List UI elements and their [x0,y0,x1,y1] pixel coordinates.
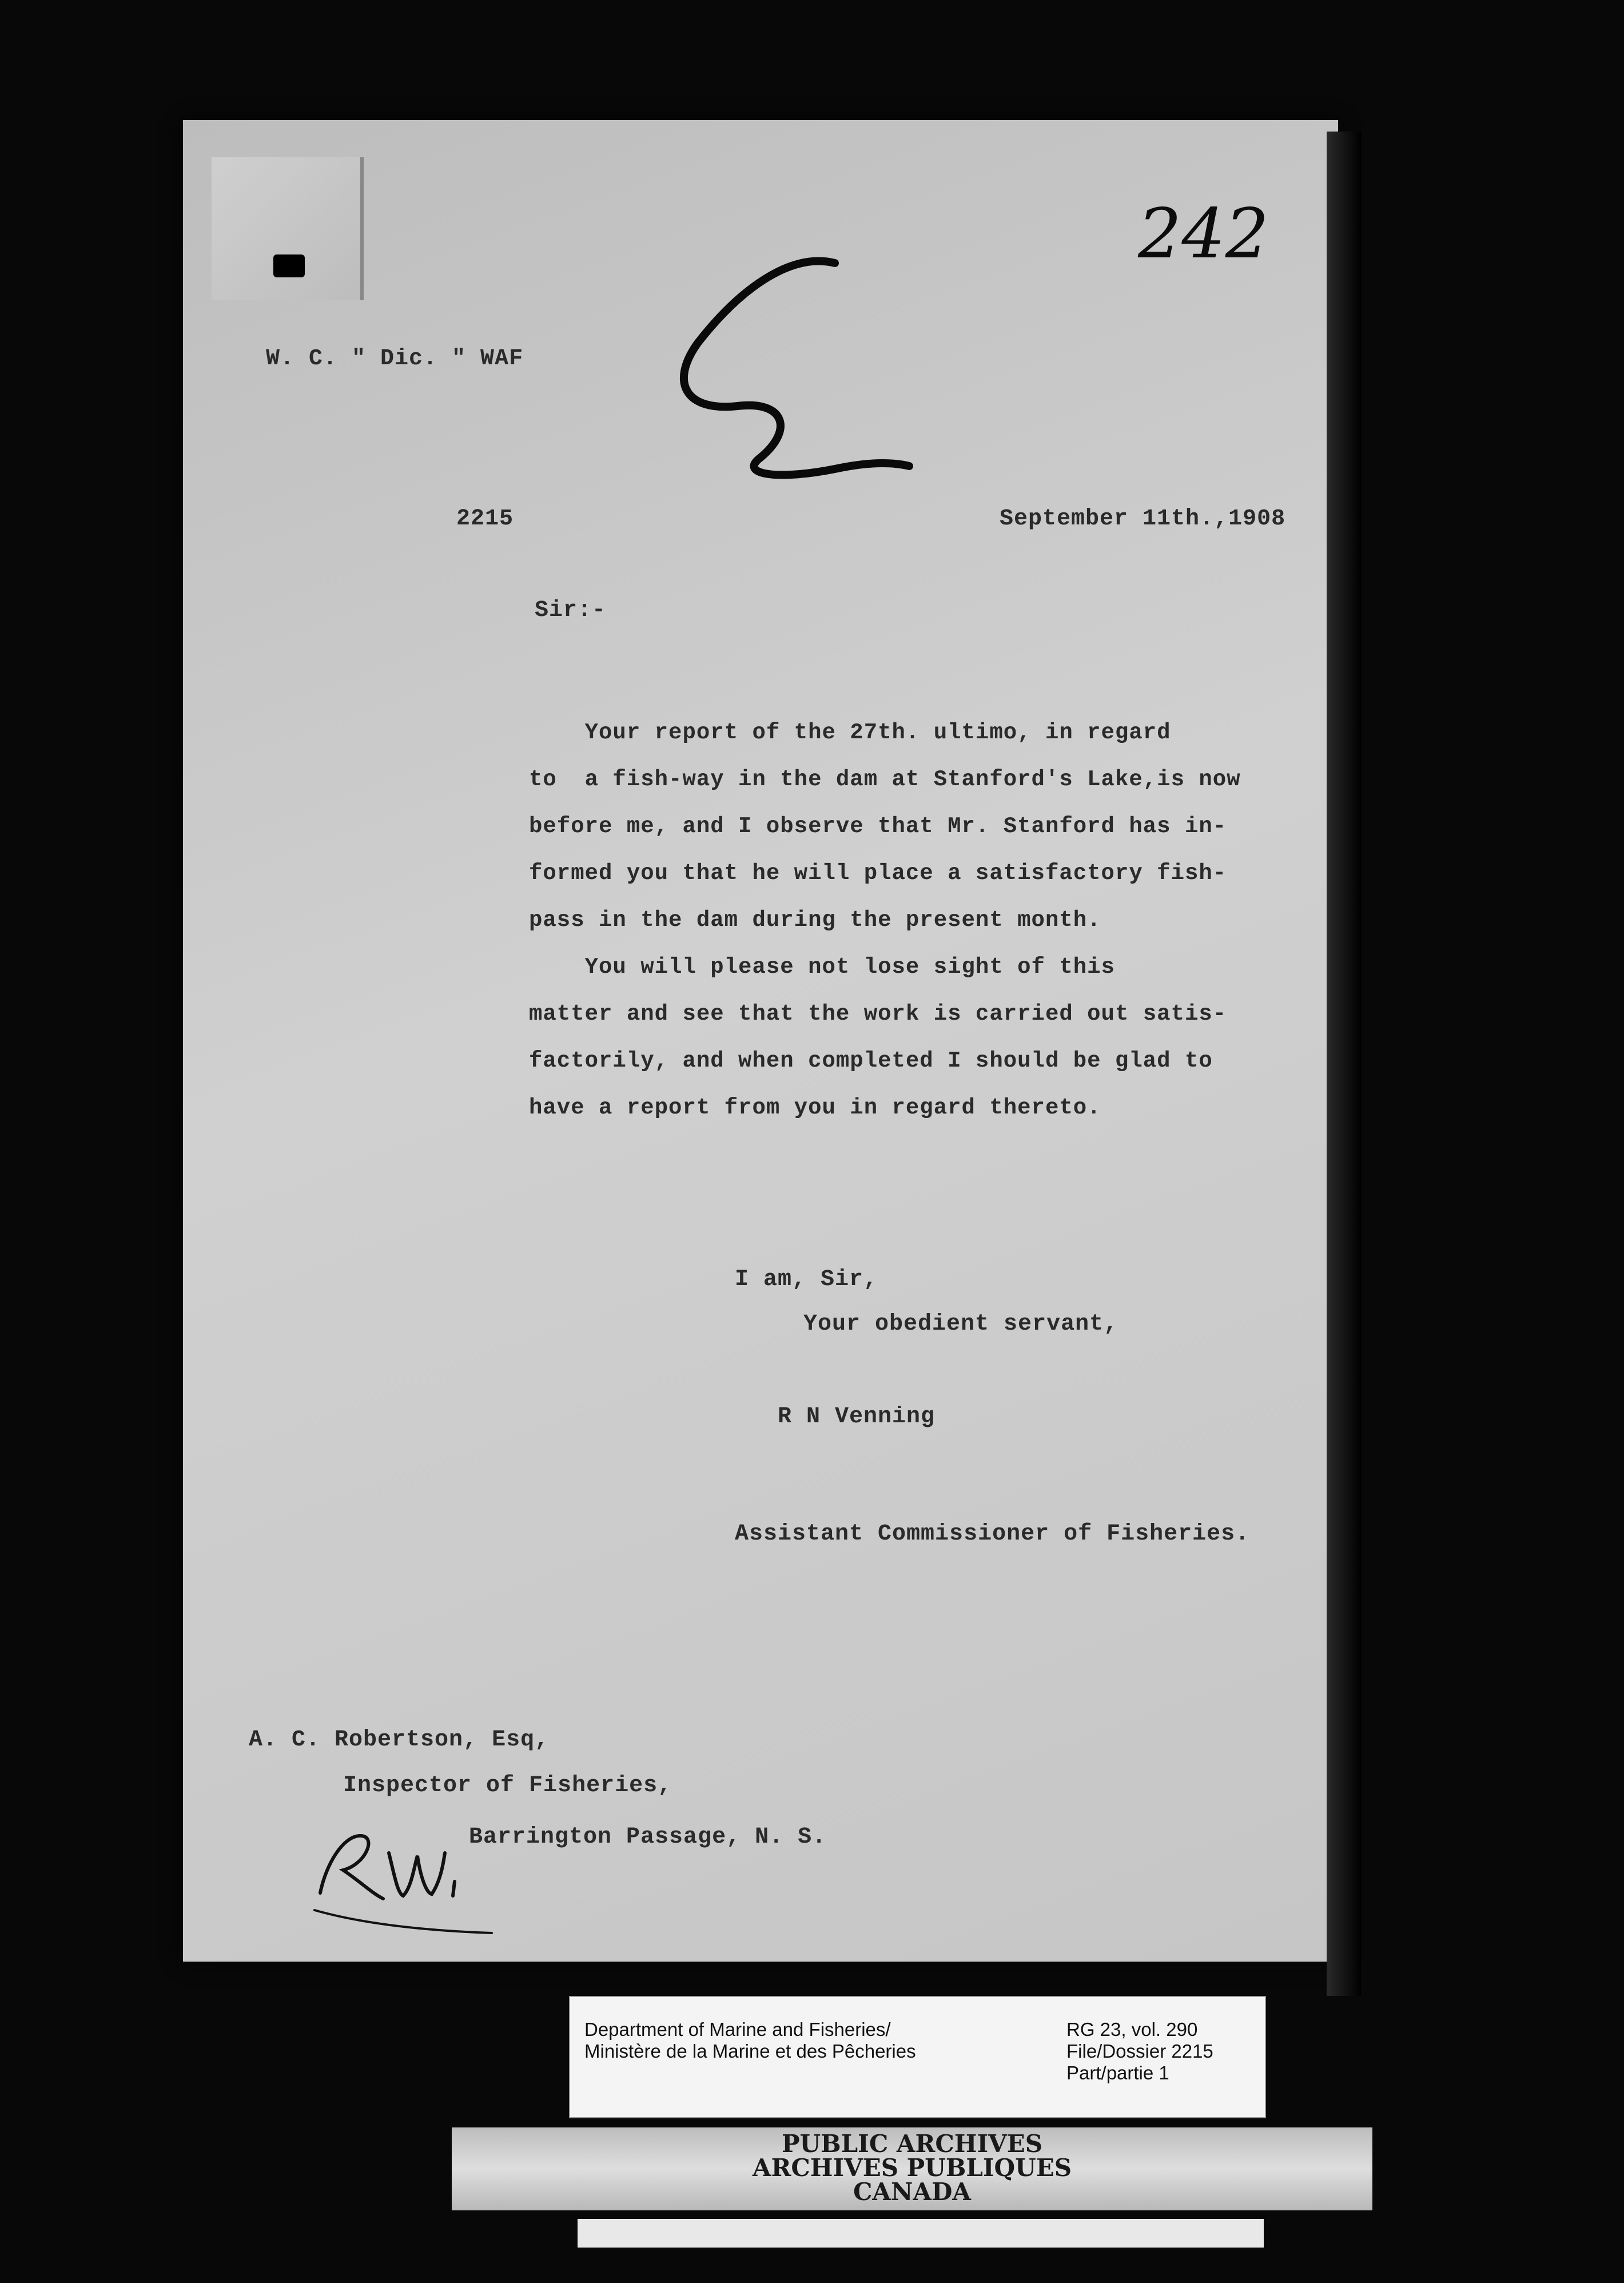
handwritten-initials [297,1801,515,1939]
dictation-reference: W. C. " Dic. " WAF [266,346,524,372]
letter-date: September 11th.,1908 [1000,506,1286,532]
file-number: 2215 [456,506,514,532]
addressee-name: A. C. Robertson, Esq, [249,1727,550,1753]
page-edge-shadow [1327,132,1361,1996]
part-reference: Part/partie 1 [1066,2062,1169,2083]
stamp-line: CANADA [853,2178,971,2206]
body-line: matter and see that the work is carried out satis- [529,1001,1227,1027]
record-group: RG 23, vol. 290 [1066,2019,1198,2040]
body-line: to a fish-way in the dam at Stanford's Lake,is now [529,767,1241,792]
body-line: Your report of the 27th. ultimo, in regard [529,720,1171,745]
body-line: have a report from you in regard thereto. [529,1095,1101,1120]
body-line: pass in the dam during the present month. [529,908,1101,933]
closing-line: Your obedient servant, [803,1311,1119,1337]
stamp-line: ARCHIVES PUBLIQUES [752,2154,1072,2182]
letter-body [529,709,1284,1131]
body-line: factorily, and when completed I should be glad to [529,1048,1213,1073]
stamp-text [452,2132,1372,2204]
closing-line: I am, Sir, [735,1267,878,1292]
file-reference: File/Dossier 2215 [1066,2041,1213,2062]
punch-hole [273,254,305,277]
signer-title: Assistant Commissioner of Fisheries. [735,1521,1250,1547]
body-line: before me, and I observe that Mr. Stanford has in- [529,814,1227,839]
archives-stamp [452,2127,1372,2210]
lower-label-strip [578,2219,1264,2248]
stamp-line: PUBLIC ARCHIVES [781,2130,1043,2158]
body-line: You will please not lose sight of this [529,954,1115,980]
department-english: Department of Marine and Fisheries/ [584,2019,891,2040]
addressee-position: Inspector of Fisheries, [343,1773,672,1799]
folded-corner [212,157,364,300]
body-line: formed you that he will place a satisfactory fish- [529,861,1227,886]
addressee-location: Barrington Passage, N. S. [469,1824,827,1850]
archive-label [569,1996,1266,2118]
signer-name: R N Venning [778,1404,936,1430]
handwritten-mark [646,240,921,498]
handwritten-page-number: 242 [1138,194,1269,274]
salutation: Sir:- [535,598,607,623]
department-french: Ministère de la Marine et des Pêcheries [584,2041,916,2062]
